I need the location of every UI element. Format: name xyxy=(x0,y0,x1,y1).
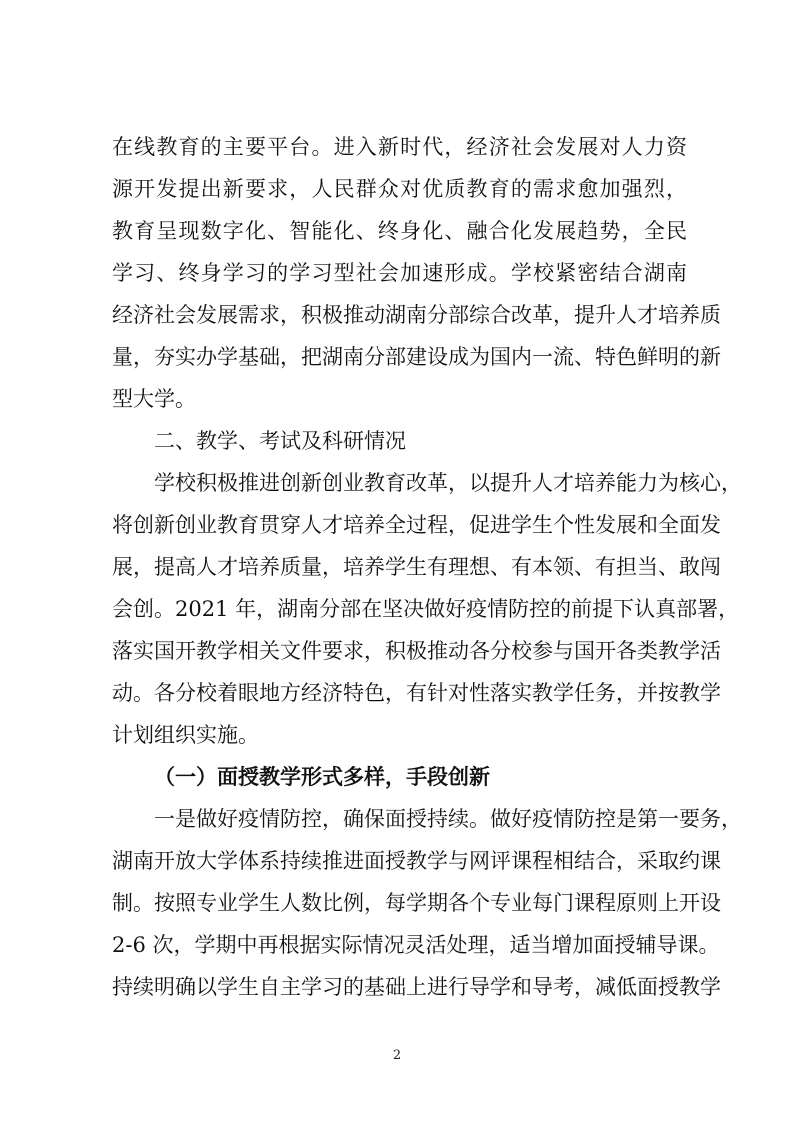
paragraph-line: 落实国开教学相关文件要求，积极推动各分校参与国开各类教学活 xyxy=(112,639,721,663)
section-heading: 二、教学、考试及科研情况 xyxy=(154,429,406,453)
paragraph-line: 一是做好疫情防控，确保面授持续。做好疫情防控是第一要务， xyxy=(154,807,742,831)
page-number: 2 xyxy=(392,1048,402,1063)
paragraph-line: 教育呈现数字化、智能化、终身化、融合化发展趋势，全民 xyxy=(112,219,687,243)
paragraph-line: 量，夯实办学基础，把湖南分部建设成为国内一流、特色鲜明的新 xyxy=(112,345,721,369)
paragraph-line: 在线教育的主要平台。进入新时代，经济社会发展对人力资 xyxy=(112,135,687,159)
paragraph-line: 会创。2021 年，湖南分部在坚决做好疫情防控的前提下认真部署， xyxy=(112,597,740,621)
paragraph-line: 湖南开放大学体系持续推进面授教学与网评课程相结合，采取约课 xyxy=(112,849,721,873)
paragraph-line: 源开发提出新要求，人民群众对优质教育的需求愈加强烈， xyxy=(112,177,687,201)
paragraph-line: 将创新创业教育贯穿人才培养全过程，促进学生个性发展和全面发 xyxy=(112,513,721,537)
paragraph-line: 展，提高人才培养质量，培养学生有理想、有本领、有担当、敢闯 xyxy=(112,555,721,579)
paragraph-line: 2-6 次，学期中再根据实际情况灵活处理，适当增加面授辅导课。 xyxy=(112,933,720,957)
subsection-heading: （一）面授教学形式多样，手段创新 xyxy=(154,765,490,789)
paragraph-line: 计划组织实施。 xyxy=(112,723,259,747)
paragraph-line: 学校积极推进创新创业教育改革，以提升人才培养能力为核心， xyxy=(154,471,742,495)
paragraph-line: 经济社会发展需求，积极推动湖南分部综合改革，提升人才培养质 xyxy=(112,303,721,327)
paragraph-line: 型大学。 xyxy=(112,387,196,411)
paragraph-line: 持续明确以学生自主学习的基础上进行导学和导考，减低面授教学 xyxy=(112,975,721,999)
paragraph-line: 制。按照专业学生人数比例，每学期各个专业每门课程原则上开设 xyxy=(112,891,721,915)
paragraph-line: 动。各分校着眼地方经济特色，有针对性落实教学任务，并按教学 xyxy=(112,681,721,705)
paragraph-line: 学习、终身学习的学习型社会加速形成。学校紧密结合湖南 xyxy=(112,261,687,285)
